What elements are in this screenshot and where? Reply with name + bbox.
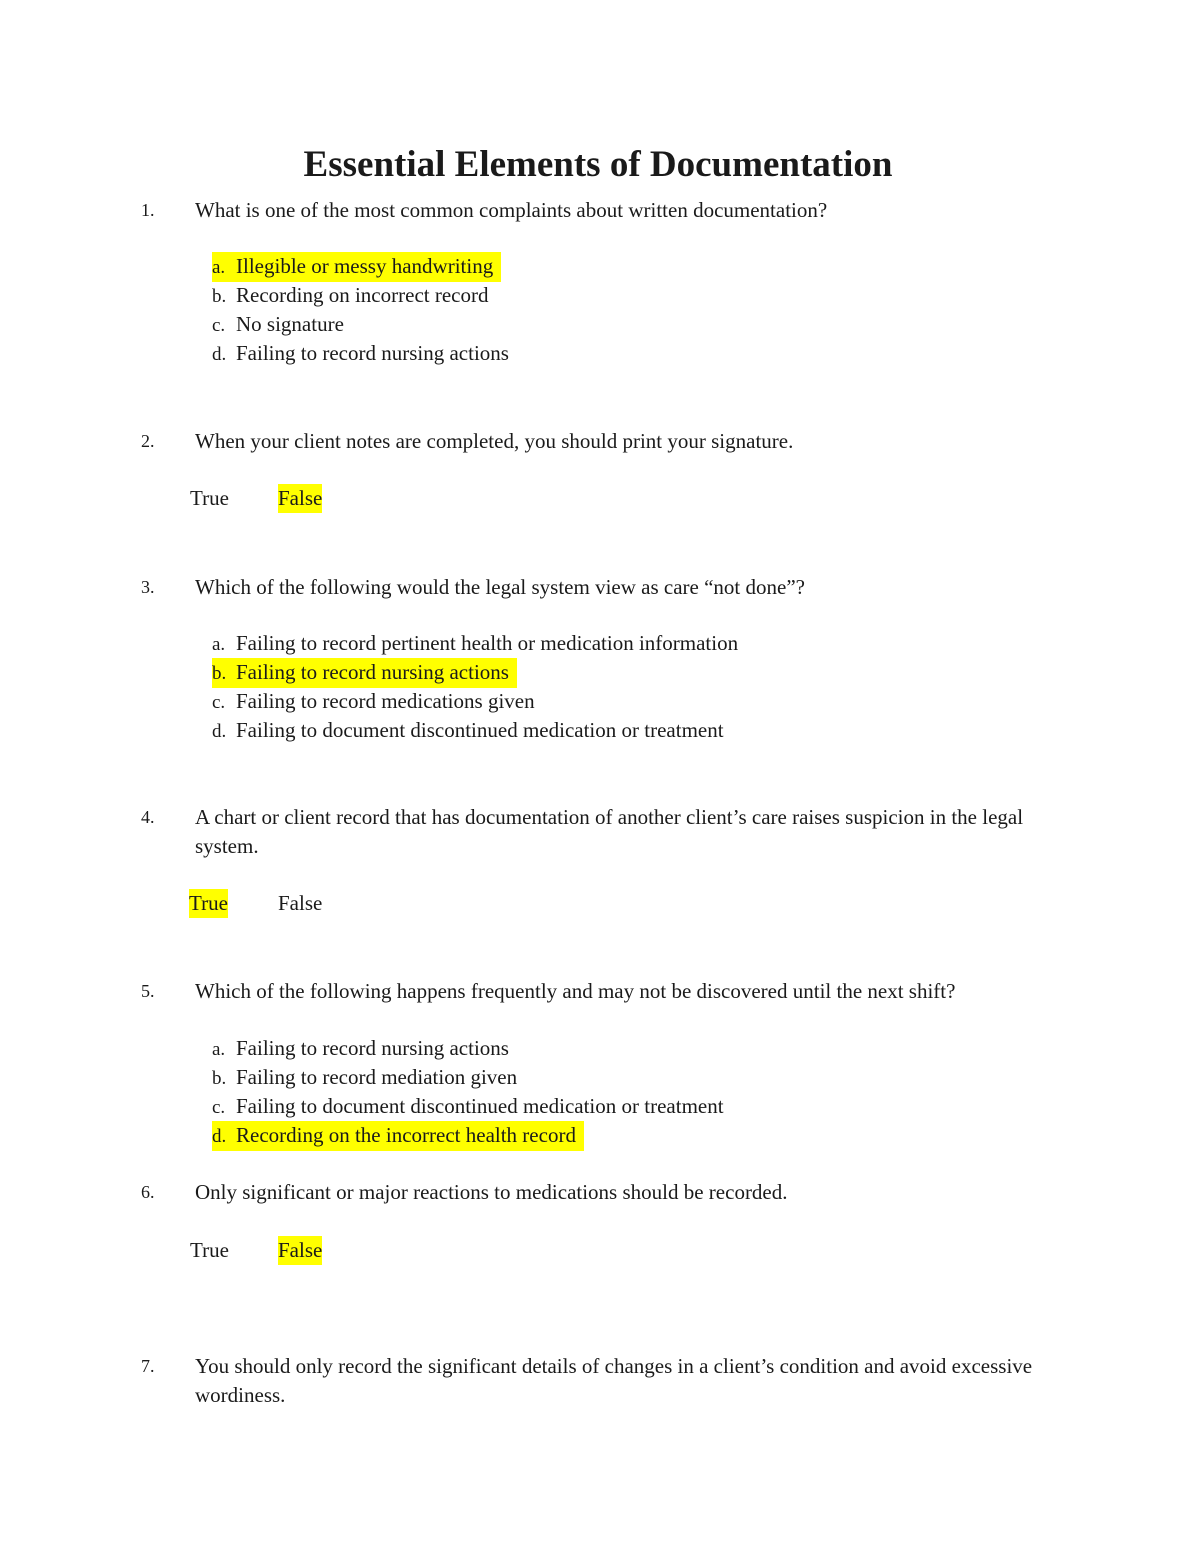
option-text: Recording on incorrect record: [236, 283, 489, 307]
option-d-highlighted: [212, 1121, 584, 1151]
true-label-highlighted: True: [189, 889, 228, 918]
option-text: Failing to document discontinued medication or treatment: [236, 718, 724, 742]
option-letter: a.: [212, 634, 226, 655]
question-number: 5.: [141, 981, 155, 1001]
true-label: True: [190, 1238, 229, 1262]
option-letter: b.: [212, 1068, 227, 1089]
option-letter: a.: [212, 257, 226, 278]
option-d: [212, 339, 509, 369]
question-text: When your client notes are completed, you should print your signature.: [195, 429, 794, 453]
option-text: Failing to record nursing actions: [236, 1036, 509, 1060]
option-letter: d.: [212, 1126, 227, 1147]
question-text: Which of the following would the legal system view as care “not done”?: [195, 575, 805, 599]
question-text: Which of the following happens frequently and may not be discovered until the next shift?: [195, 979, 956, 1003]
question-text: Only significant or major reactions to medications should be recorded.: [195, 1180, 788, 1204]
document-title: Essential Elements of Documentation: [303, 144, 893, 185]
option-b: [212, 281, 488, 311]
option-text: Failing to record nursing actions: [236, 341, 509, 365]
option-letter: d.: [212, 344, 227, 365]
option-c: [212, 687, 535, 717]
option-text: Illegible or messy handwriting: [236, 254, 494, 278]
option-letter: c.: [212, 315, 226, 336]
question-number: 4.: [141, 807, 155, 827]
false-label: False: [278, 891, 323, 915]
option-letter: c.: [212, 692, 226, 713]
option-letter: b.: [212, 663, 227, 684]
question-number: 3.: [141, 577, 155, 597]
option-c: [212, 1092, 724, 1122]
question-number: 7.: [141, 1356, 155, 1376]
option-b-highlighted: [212, 658, 517, 688]
option-a: [212, 1034, 509, 1064]
false-label-highlighted: False: [278, 484, 322, 513]
question-number: 1.: [141, 200, 155, 220]
option-letter: d.: [212, 721, 227, 742]
option-text: Failing to record nursing actions: [236, 660, 509, 684]
option-a: [212, 629, 738, 659]
question-text: A chart or client record that has documentation of another client’s care raises suspicion in the legal system.: [195, 805, 1024, 858]
false-label-highlighted: False: [278, 1236, 322, 1265]
true-label: True: [190, 486, 229, 510]
option-text: Recording on the incorrect health record: [236, 1123, 576, 1147]
option-text: Failing to record mediation given: [236, 1065, 518, 1089]
option-letter: b.: [212, 286, 227, 307]
option-letter: c.: [212, 1097, 226, 1118]
question-text: You should only record the significant details of changes in a client’s condition and avoid excessive wordiness.: [195, 1354, 1033, 1407]
question-text: What is one of the most common complaints about written documentation?: [195, 198, 828, 222]
option-text: Failing to record medications given: [236, 689, 535, 713]
option-c: [212, 310, 344, 340]
option-text: Failing to document discontinued medication or treatment: [236, 1094, 724, 1118]
question-number: 6.: [141, 1182, 155, 1202]
option-b: [212, 1063, 517, 1093]
option-d: [212, 716, 724, 746]
option-text: No signature: [236, 312, 344, 336]
question-number: 2.: [141, 431, 155, 451]
option-letter: a.: [212, 1039, 226, 1060]
option-text: Failing to record pertinent health or medication information: [236, 631, 739, 655]
option-a-highlighted: [212, 252, 501, 282]
